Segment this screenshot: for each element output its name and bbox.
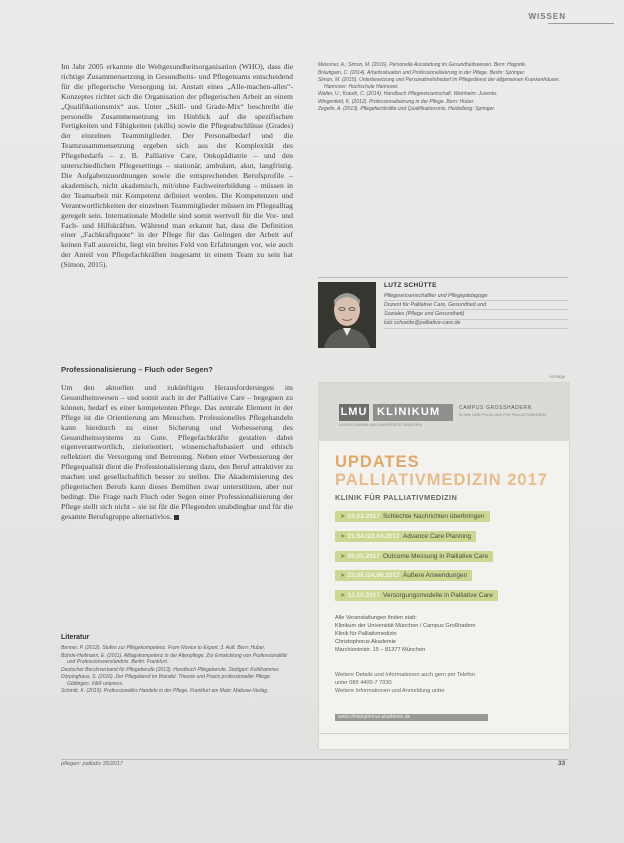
- event-topic: Advance Care Planning: [402, 532, 472, 540]
- klinikum-wordmark: KLINIKUM: [377, 406, 441, 418]
- contact-info: [335, 672, 555, 696]
- contact-line: Weitere Details und Informationen auch gern per Telefon: [335, 672, 476, 678]
- arrow-icon: ➤: [340, 552, 346, 560]
- section-paragraph: [61, 383, 293, 574]
- reference-item: Zegelin, A. (2013). Pflegefachkräfte und Qualifikationsmix. Heidelberg: Springer.: [318, 106, 496, 113]
- campus-subline: KLINIK UND POLIKLINIK FÜR PALLIATIVMEDIZIN: [459, 413, 546, 417]
- author-divider: [318, 277, 568, 278]
- section-rubric: WISSEN: [528, 12, 566, 21]
- venue-line: Marchioninistr. 15 – 81377 München: [335, 646, 426, 653]
- ad-url-link[interactable]: www.christophorus-akademie.de: [335, 714, 488, 721]
- arrow-icon: ➤: [340, 572, 346, 580]
- ad-title-line: PALLIATIVMEDIZIN 2017: [335, 471, 548, 489]
- reference-item: Dörpinghaus, S. (2016). Der Pflegeberuf im Wandel. Theorie und Praxis professioneller Pflege. Göttingen: V&R unipress.: [61, 674, 272, 687]
- venue-line: Klinikum der Universität München / Campus Großhadern: [335, 622, 476, 629]
- author-photo: [318, 282, 376, 348]
- reference-item: Walter, U.; Krauth, C. (2014). Handbuch Pflegewissenschaft. Weinheim: Juventa.: [318, 91, 498, 98]
- event-pill: [335, 531, 476, 542]
- event-item: [335, 590, 565, 610]
- venue-info: [335, 615, 555, 655]
- author-bio-line: Pflegewissenschaftler und Pflegepädagoge: [384, 292, 568, 301]
- intro-paragraph: Im Jahr 2005 erkannte die Weltgesundheitsorganisation (WHO), dass die richtige Zusammensetzung in Gesundheits- und Pflegeteams entscheidend für die pflegerische Versorgung ist. Anstatt eines „Alle-machen-alles“-Konzeptes richtet sich die Organisation der pflegerischen Arbeit an einem „Qualifikationsmix“ aus. Unter „Skill- und Grade-Mix“ beschreibt die personelle Zusammensetzung im Hinblick auf die spezifischen Fertigkeiten und Fähigkeiten (skills) sowie die Pflegeabschlüsse (Grades) der einzelnen Teammitglieder. Der Personalbedarf und die Teamzusammensetzung ergeben sich aus der Komplexität des Pflegebedarfs – z. B. Palliative Care, Onkopädiatrie – und den unterschiedlichen Pflegesettings – stationär, ambulant, akut, langfristig. Die Aufgabenzuordnungen sowie die entsprechenden Berufsprofile – akademisch, nicht akademisch, mit/ohne Fachweiterbildung – müssen in der Teamarbeit mit Kompetenz definiert werden. Die Kompetenzen und Verantwortlichkeiten der einzelnen Teammitglieder müssen im Pflegealltag geregelt sein. Internationale Modelle sind somit wertvoll für die Vor- und Fach- und Hilfskräften. Während man erkannt hat, dass die Definition einer „Fachkraftquote“ in der Pflege für das Gelingen der Arbeit auf keinen Fall ausreicht, liegt ein breites Feld von Erfahrungen vor, wie auch der Anteil von Pflegefachkräften insgesamt in einem Team zu sein hat (Simon, 2015).: [61, 62, 293, 270]
- author-bio: [384, 292, 568, 329]
- event-item: [335, 570, 565, 590]
- ad-label: Anzeige: [549, 374, 566, 379]
- reference-item: Wingenfeld, K. (2012). Professionalisierung in der Pflege. Bern: Huber.: [318, 98, 475, 105]
- author-bio-line: Dozent für Palliative Care, Gesundheit und: [384, 301, 568, 310]
- literature-heading: Literatur: [61, 634, 90, 641]
- article-end-mark: [174, 515, 179, 520]
- ad-title: [335, 453, 565, 489]
- arrow-icon: ➤: [340, 592, 346, 600]
- reference-item: Simon, M. (2015). Unterbesetzung und Personalmehrbedarf im Pflegedienst der allgemeinen Krankenhäuser. Hannover: Hochschule Hannover.: [318, 77, 560, 90]
- ad-divider: [319, 733, 569, 734]
- section-paragraph-text: Um den aktuellen und zukünftigen Herausforderungen im Gesundheitswesen – und somit auch in der Palliative Care – begegnen zu können, bedarf es einer kompetenten Pflege. Das zentrale Element in der Pflege ist die Orientierung am Menschen. Professionelles Pflegehandeln kann hierdurch zu einer Sicherung und Verbesserung des Gesundheitssystems zu Gute. Pflegefachkräfte gestalten dabei eigenverantwortlich, zielorientiert, wissenschaftsbasiert und ethisch reflektiert die Versorgung und Betreuung. Neben einer Verbesserung der Pflegequalität dient die Professionalisierung dazu, den Beruf attraktiver zu machen und gesellschaftlich besser zu stellen. Die Akademisierung des pflegerischen Berufs kann dieses Bemühen zwar unterstützen, aber nur bedingt. Die Frage nach Fluch oder Segen einer Professionalisierung der Pflege stellt sich nicht – sie ist für die Pflegenden unabdingbar und für die gesamte Berufsgruppe alternativlos.: [61, 383, 293, 521]
- reference-item: Meissner, A.; Simon, M. (2016). Personelle Ausstattung im Gesundheitswesen. Bern: Hogrefe.: [318, 62, 527, 68]
- event-pill: [335, 590, 498, 601]
- lmu-logo: LMU: [339, 404, 369, 421]
- reference-item: Benner, P. (2012). Stufen zur Pflegekompetenz. From Novice to Expert. 3. Aufl. Bern: Huber.: [61, 645, 266, 651]
- event-pill: [335, 511, 490, 522]
- reference-item: Schmitt, K. (2015). Professionelles Handeln in der Pflege. Frankfurt am Main: Mabuse-Verlag.: [61, 688, 269, 695]
- reference-list-right: [318, 62, 568, 114]
- logo-subline: LUDWIG-MAXIMILIANS-UNIVERSITÄT MÜNCHEN: [339, 423, 422, 427]
- venue-line: Klinik für Palliativmedizin: [335, 630, 397, 637]
- contact-line: unter 089 4400-7 7930: [335, 679, 392, 686]
- ad-title-line: UPDATES: [335, 453, 420, 471]
- author-bio-line: Soziales (Pflege und Gesundheit): [384, 310, 568, 319]
- event-item: [335, 531, 565, 551]
- rubric-divider: [548, 23, 614, 24]
- arrow-icon: ➤: [340, 513, 346, 520]
- event-item: [335, 551, 565, 571]
- ad-subtitle: KLINIK FÜR PALLIATIVMEDIZIN: [335, 493, 458, 502]
- event-topic: Versorgungsmodelle in Palliative Care: [383, 592, 493, 600]
- section-heading: Professionalisierung – Fluch oder Segen?: [61, 365, 213, 374]
- event-date: 05.05.2017: [347, 552, 380, 560]
- author-email: lutz.schuette@palliative-care.de: [384, 320, 568, 329]
- reference-item: Deutscher Berufsverband für Pflegeberufe (2013). Handbuch Pflegeberufe. Stuttgart: Kohlhammer.: [61, 666, 280, 673]
- event-item: [335, 511, 565, 531]
- page-number: 33: [558, 760, 566, 767]
- event-topic: Outcome Messung in Palliative Care: [383, 552, 489, 560]
- reference-list-left: [61, 645, 293, 696]
- advertisement[interactable]: [318, 382, 570, 750]
- event-pill: [335, 570, 472, 581]
- footer-divider: [61, 759, 568, 760]
- klinikum-logo: [373, 404, 453, 421]
- event-list: [335, 511, 565, 610]
- event-pill: [335, 551, 493, 562]
- event-date: 03.03.2017: [347, 513, 380, 520]
- contact-line: Weitere Informationen und Anmeldung unter: [335, 687, 445, 694]
- reference-item: Bräutigam, C. (2014). Arbeitssituation und Professionalisierung in der Pflege. Berlin: Springer.: [318, 69, 526, 76]
- event-date: 23.06./24.06.2017: [347, 572, 400, 580]
- arrow-icon: ➤: [340, 532, 346, 540]
- event-date: 21.04./22.04.2017: [347, 532, 400, 540]
- venue-line: Alle Veranstaltungen finden statt:: [335, 615, 417, 621]
- author-portrait-illustration: [318, 282, 376, 348]
- event-date: 13.10.2017: [347, 592, 380, 600]
- venue-line: Christophorus Akademie: [335, 638, 396, 645]
- campus-name: CAMPUS GROSSHADERN: [459, 405, 532, 411]
- event-topic: Äußere Anwendungen: [402, 572, 468, 580]
- event-topic: Schlechte Nachrichten überbringen: [383, 513, 485, 520]
- footer-journal: pflegen: palliativ 35/2017: [61, 761, 123, 767]
- ad-header: [319, 383, 569, 441]
- reference-item: Bührle-Heilmann, E. (2011). Alltagskompetenz in der Altenpflege. Zur Entwicklung von Professionalität und Professionsverständnis. Berlin: Frankfurt.: [61, 652, 287, 665]
- author-name: LUTZ SCHÜTTE: [384, 282, 437, 289]
